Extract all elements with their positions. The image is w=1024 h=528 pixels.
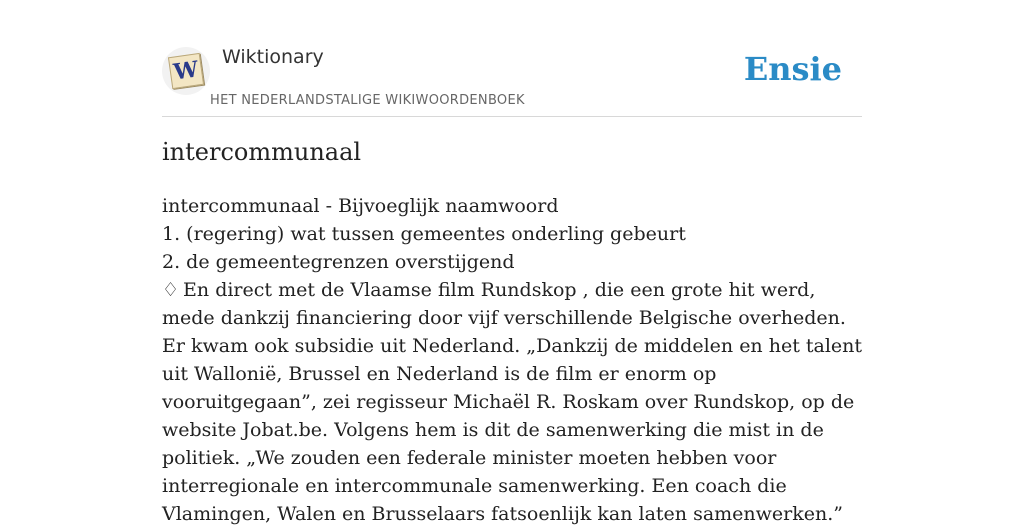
example-paragraph bbox=[162, 276, 867, 528]
page-title: intercommunaal bbox=[162, 138, 362, 166]
logo-tile: W bbox=[168, 53, 204, 89]
wiktionary-logo-icon[interactable] bbox=[162, 47, 210, 95]
site-name[interactable]: Wiktionary bbox=[222, 46, 324, 68]
ensie-logo[interactable]: Ensie bbox=[743, 50, 842, 88]
site-tagline: HET NEDERLANDSTALIGE WIKIWOORDENBOEK bbox=[210, 93, 525, 108]
entry-content bbox=[162, 192, 867, 528]
definition-1: 1. (regering) wat tussen gemeentes onderling gebeurt bbox=[162, 223, 686, 245]
definition-2: 2. de gemeentegrenzen overstijgend bbox=[162, 251, 515, 273]
example-text: En direct met de Vlaamse film Rundskop , die een grote hit werd, mede dankzij financiering door vijf verschillende Belgische overheden. Er kwam ook subsidie uit Nederland. „Dankzij de middelen en het talent uit Wallonië, Brussel en Nederland is de film er enorm op vooruitgegaan”, zei regisseur Michaël R. Roskam over Rundskop, op de website Jobat.be. Volgens hem is dit de samenwerking die mist in de politiek. „We zouden een federale minister moeten hebben voor interregionale en intercommunale samenwerking. Een coach die Vlamingen, Walen en Brusselaars fatsoenlijk kan laten samenwerken.” bbox=[162, 279, 863, 525]
entry-heading-line: intercommunaal - Bijvoeglijk naamwoord bbox=[162, 195, 559, 217]
site-header bbox=[162, 0, 862, 117]
example-marker-icon: ♢ bbox=[162, 279, 180, 301]
